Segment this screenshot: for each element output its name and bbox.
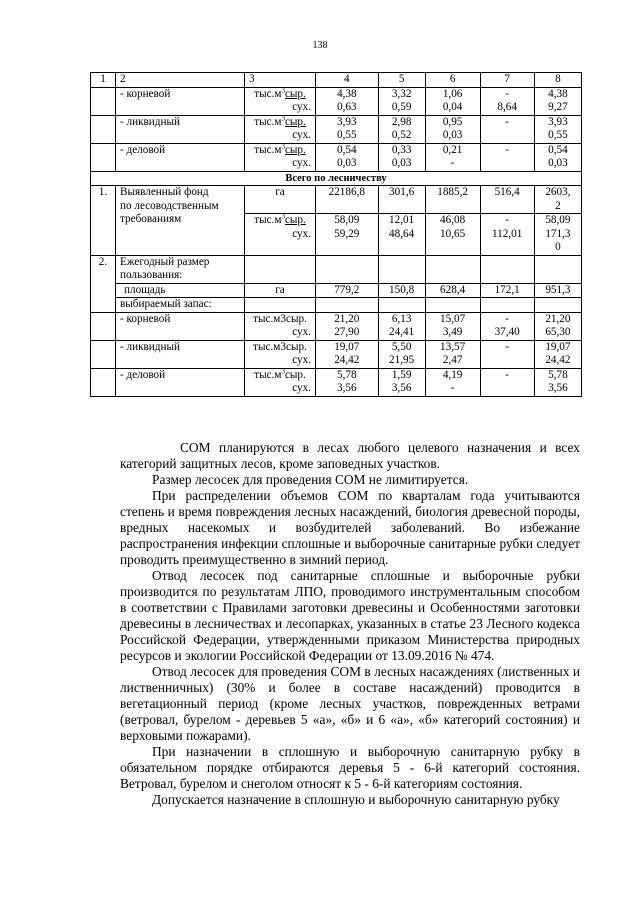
value-cell: 172,1 [480,283,534,298]
value-cell: 951,3 [534,283,581,298]
header-cell: 4 [316,73,379,88]
unit-cell: тыс.м3сыр. сух. [245,340,316,368]
value-cell: 0,21 - [425,143,480,171]
value-cell: - 37,40 [480,312,534,340]
value-cell: 58,09 171,3 0 [534,214,581,256]
value-cell: 19,07 24,42 [534,340,581,368]
value-cell: - [480,368,534,396]
table-row [91,143,582,171]
value-cell: 21,20 65,30 [534,312,581,340]
page-number: 138 [312,40,328,51]
value-cell: 1885,2 [425,186,480,214]
paragraph: Отвод лесосек для проведения СОМ в лесных насаждениях (лиственных и лиственничных) (30% и более в составе насаждений) проводится в вегетационный период (кроме лесных участков, поврежденных ветрами (ветровал, бурелом - деревьев 5 «а», «б» и 6 «а», «б» категорий состояния) и верховыми пожарами). [120,664,580,743]
row-label: Выявленный фонд по лесоводственным требованиям [116,186,245,256]
row-label: - деловой [116,368,245,396]
value-cell: 3,32 0,59 [378,87,425,115]
row-number: 1. [91,186,116,256]
header-cell: 2 [116,73,245,88]
value-cell: 0,95 0,03 [425,115,480,143]
paragraph: Отвод лесосек под санитарные сплошные и выборочные рубки производится по результатам ЛПО, проводимого инструментальным способом в соответствии с Правилами заготовки древесины и Особенностями заготовки древесины в лесничествах и лесопарках, указанных в статье 23 Лесного кодекса Российской Федерации, утвержденными приказом Министерства природных ресурсов и экологии Российской Федерации от 13.09.2016 № 474. [120,568,580,663]
value-cell: 2,98 0,52 [378,115,425,143]
value-cell: 3,93 0,55 [534,115,581,143]
value-cell: 0,54 0,03 [316,143,379,171]
paragraph: При распределении объемов СОМ по кварталам года учитываются степень и время повреждения лесных насаждений, биология древесной породы, вредных насекомых и возбудителей заболеваний. Во избежание распространения инфекции сплошные и выборочные санитарные рубки следует проводить преимущественно в зимний период. [120,488,580,567]
forestry-table [90,72,582,397]
header-cell: 8 [534,73,581,88]
value-cell: 4,19 - [425,368,480,396]
value-cell: 3,93 0,55 [316,115,379,143]
row-label: Ежегодный размер пользования: [116,255,245,283]
table-row [91,298,582,313]
row-label: - ликвидный [116,340,245,368]
value-cell: 19,07 24,42 [316,340,379,368]
header-cell: 7 [480,73,534,88]
total-heading: Всего по лесничеству [91,171,582,186]
unit-cell: $тыс.м^3сыр$. сух. [245,368,316,396]
table-row [91,87,582,115]
row-label: - ликвидный [116,115,245,143]
value-cell: - [480,115,534,143]
value-cell: 4,38 9,27 [534,87,581,115]
row-label: - корневой [116,87,245,115]
body-text [120,440,580,808]
value-cell: - 112,01 [480,214,534,256]
unit-cell: $тыс.м^3сыр$. сух. [245,87,316,115]
unit-cell: $тыс.м^3сыр$. сух. [245,214,316,256]
value-cell: 46,08 10,65 [425,214,480,256]
value-cell: 1,59 3,56 [378,368,425,396]
row-label: - деловой [116,143,245,171]
value-cell: 6,13 24,41 [378,312,425,340]
row-label: - корневой [116,312,245,340]
value-cell: 0,33 0,03 [378,143,425,171]
paragraph: При назначении в сплошную и выборочную санитарную рубку в обязательном порядке отбираются деревья 5 - 6-й категорий состояния. Ветровал, бурелом и снеголом относят к 5 - 6-й категориям состояния. [120,744,580,791]
paragraph: СОМ планируются в лесах любого целевого назначения и всех категорий защитных лесов, кроме заповедных участков. [120,440,580,471]
table-header-row [91,73,582,88]
header-cell: 5 [378,73,425,88]
value-cell: 0,54 0,03 [534,143,581,171]
header-cell: 1 [91,73,116,88]
table-row [91,368,582,396]
value-cell: 628,4 [425,283,480,298]
unit-cell: га [245,186,316,214]
value-cell: 1,06 0,04 [425,87,480,115]
value-cell: 2603, 2 [534,186,581,214]
paragraph: Размер лесосек для проведения СОМ не лимитируется. [152,472,469,487]
value-cell: 5,50 21,95 [378,340,425,368]
value-cell: - [480,143,534,171]
row-label: площадь [116,283,245,298]
header-cell: 3 [245,73,316,88]
value-cell: 516,4 [480,186,534,214]
value-cell: 12,01 48,64 [378,214,425,256]
header-cell: 6 [425,73,480,88]
table-row [91,255,582,283]
value-cell: 4,38 0,63 [316,87,379,115]
unit-cell: га [245,283,316,298]
paragraph: Допускается назначение в сплошную и выборочную санитарную рубку [152,792,560,807]
value-cell: - 8,64 [480,87,534,115]
value-cell: 15,07 3,49 [425,312,480,340]
unit-cell: $тыс.м^3сыр$. сух. [245,143,316,171]
value-cell: 301,6 [378,186,425,214]
row-label: выбираемый запас: [116,298,245,313]
unit-cell: тыс.м3сыр. сух. [245,312,316,340]
table-row [91,312,582,340]
value-cell: 5,78 3,56 [534,368,581,396]
value-cell: 13,57 2,47 [425,340,480,368]
unit-cell: $тыс.м^3сыр$. сух. [245,115,316,143]
value-cell: 779,2 [316,283,379,298]
value-cell: - [480,340,534,368]
value-cell: 22186,8 [316,186,379,214]
value-cell: 21,20 27,90 [316,312,379,340]
table-row [91,283,582,298]
table-row [91,340,582,368]
table-row [91,115,582,143]
row-number: 2. [91,255,116,312]
value-cell: 150,8 [378,283,425,298]
value-cell: 58,09 59,29 [316,214,379,256]
table-row [91,186,582,214]
total-row [91,171,582,186]
value-cell: 5,78 3,56 [316,368,379,396]
